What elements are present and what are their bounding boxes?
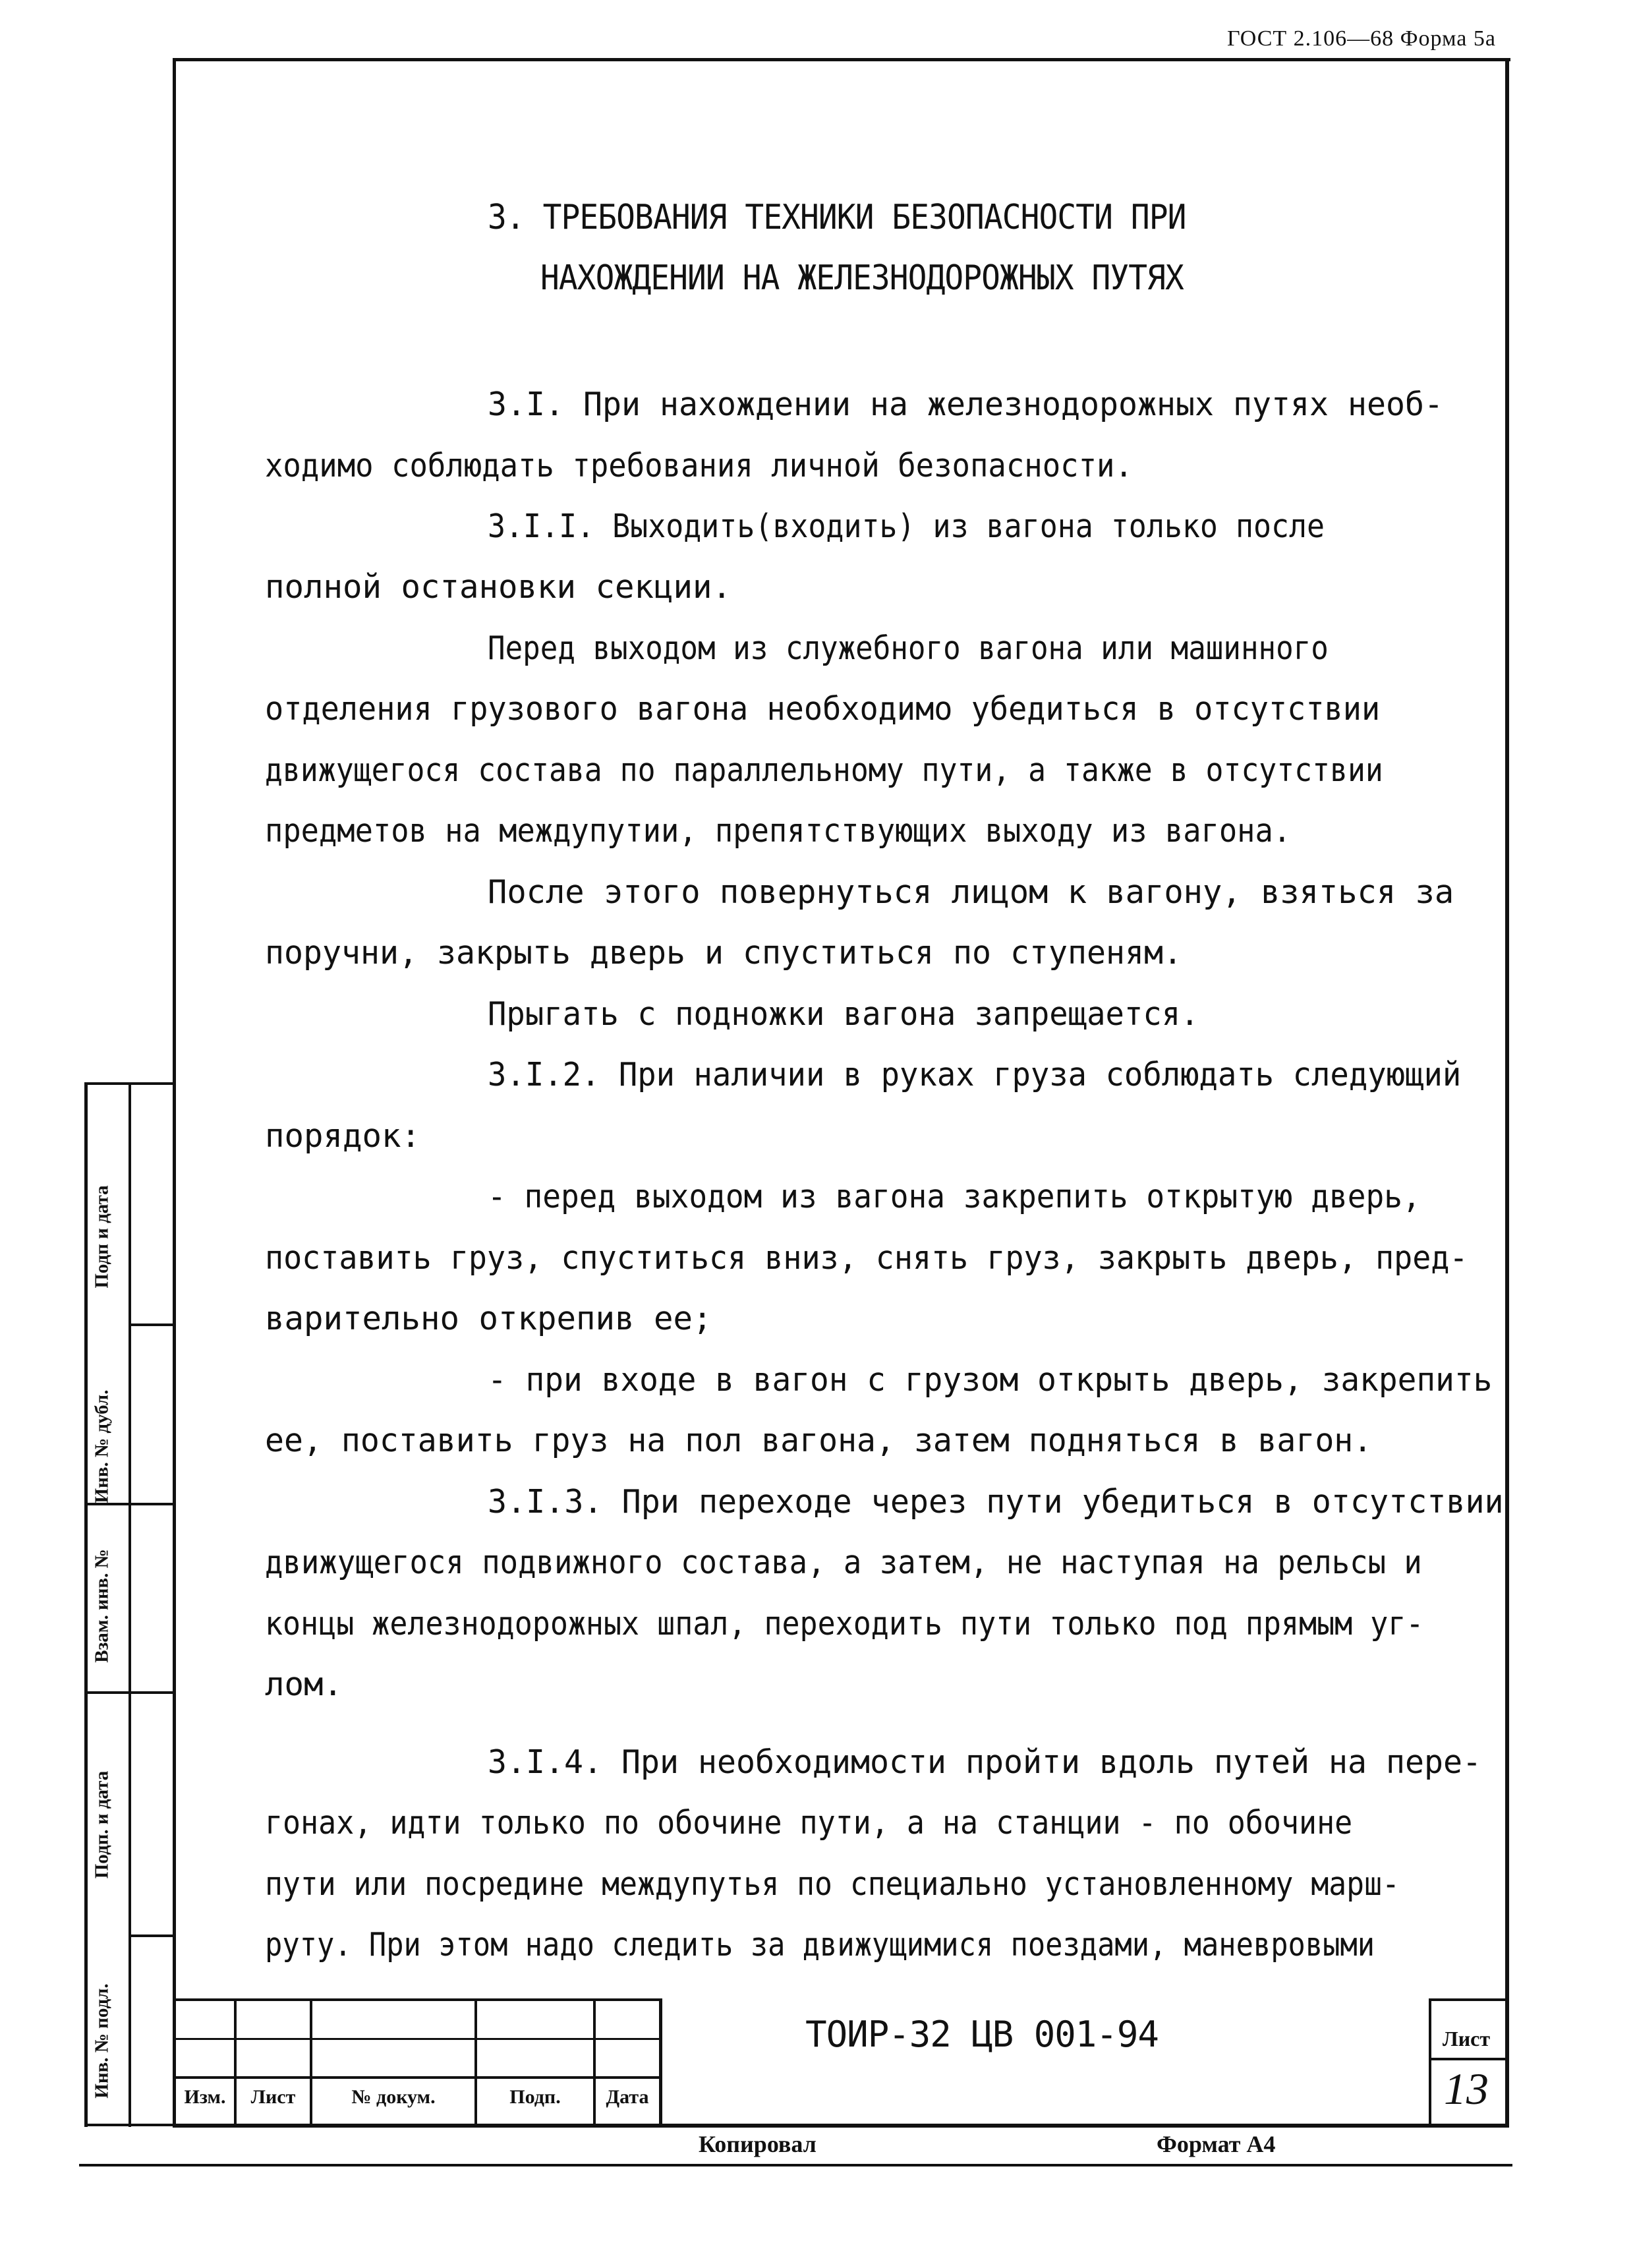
body-line: 3.I.2. При наличии в руках груза соблюдать следующий — [488, 1056, 1462, 1093]
body-line: порядок: — [265, 1117, 421, 1155]
body-line: поручни, закрыть дверь и спуститься по ступеням. — [265, 934, 1182, 972]
stamp-label-podp-data-2: Подп. и дата — [91, 1770, 113, 1879]
body-line: - перед выходом из вагона закрепить открытую дверь, — [488, 1178, 1421, 1215]
sheet-number: 13 — [1444, 2064, 1489, 2114]
body-line: руту. При этом надо следить за движущимися поездами, маневровыми — [265, 1926, 1375, 1963]
body-line: предметов на междупутии, препятствующих выходу из вагона. — [265, 812, 1292, 850]
body-line: Прыгать с подножки вагона запрещается. — [488, 995, 1199, 1033]
section-title-line-1: 3. ТРЕБОВАНИЯ ТЕХНИКИ БЕЗОПАСНОСТИ ПРИ — [488, 198, 1186, 237]
body-line: полной остановки секции. — [265, 568, 732, 606]
frame-right-border — [1505, 58, 1509, 2128]
document-code: ТОИР-32 ЦВ 001-94 — [805, 2014, 1159, 2055]
body-line: концы железнодорожных шпал, переходить пути только под прямым уг- — [265, 1605, 1424, 1643]
body-line: 3.I.3. При переходе через пути убедиться в отсутствии — [488, 1483, 1504, 1521]
column-label-podp: Подп. — [509, 2086, 561, 2108]
body-line: После этого повернуться лицом к вагону, взяться за — [488, 873, 1454, 911]
body-line: - при входе в вагон с грузом открыть дверь, закрепить — [488, 1361, 1493, 1399]
stamp-label-podp-data: Подп и дата — [91, 1185, 113, 1289]
body-line: движущегося состава по параллельному пути, а также в отсутствии — [265, 751, 1383, 789]
column-label-list: Лист — [250, 2086, 296, 2108]
footer-rule — [79, 2164, 1512, 2166]
body-line: 3.I.4. При необходимости пройти вдоль путей на пере- — [488, 1743, 1481, 1781]
sheet-label: Лист — [1442, 2027, 1491, 2050]
body-line: гонах, идти только по обочине пути, а на станции - по обочине — [265, 1804, 1353, 1842]
frame-bottom-border — [173, 2124, 1509, 2128]
body-line: лом. — [265, 1666, 343, 1703]
stamp-label-inv-dubl: Инв. № дубл. — [91, 1389, 113, 1503]
column-label-data: Дата — [606, 2086, 649, 2108]
section-title-line-2: НАХОЖДЕНИИ НА ЖЕЛЕЗНОДОРОЖНЫХ ПУТЯХ — [540, 258, 1184, 298]
body-line: пути или посредине междупутья по специально установленному марш- — [265, 1865, 1400, 1903]
body-line: ее, поставить груз на пол вагона, затем подняться в вагон. — [265, 1422, 1373, 1459]
body-line: 3.I. При нахождении на железнодорожных путях необ- — [488, 386, 1443, 423]
stamp-label-vzam-inv: Взам. инв. № — [91, 1549, 113, 1663]
column-label-dokum: № докум. — [351, 2086, 436, 2108]
frame-top-border — [173, 58, 1510, 61]
footer-format: Формат А4 — [1157, 2131, 1276, 2157]
body-line: движущегося подвижного состава, а затем, не наступая на рельсы и — [265, 1544, 1422, 1581]
form-header: ГОСТ 2.106—68 Форма 5а — [1226, 26, 1496, 51]
frame-left-border — [173, 58, 176, 2128]
column-label-izm: Изм. — [184, 2086, 226, 2108]
stamp-label-inv-podl: Инв. № подл. — [91, 1983, 113, 2099]
body-line: 3.I.I. Выходить(входить) из вагона только после — [488, 508, 1325, 545]
body-line: Перед выходом из служебного вагона или машинного — [488, 629, 1329, 667]
body-line: поставить груз, спуститься вниз, снять груз, закрыть дверь, пред- — [265, 1239, 1468, 1277]
body-line: отделения грузового вагона необходимо убедиться в отсутствии — [265, 690, 1381, 728]
footer-copied: Копировал — [699, 2131, 817, 2157]
body-line: варительно открепив ее; — [265, 1300, 712, 1337]
body-line: ходимо соблюдать требования личной безопасности. — [265, 447, 1133, 484]
